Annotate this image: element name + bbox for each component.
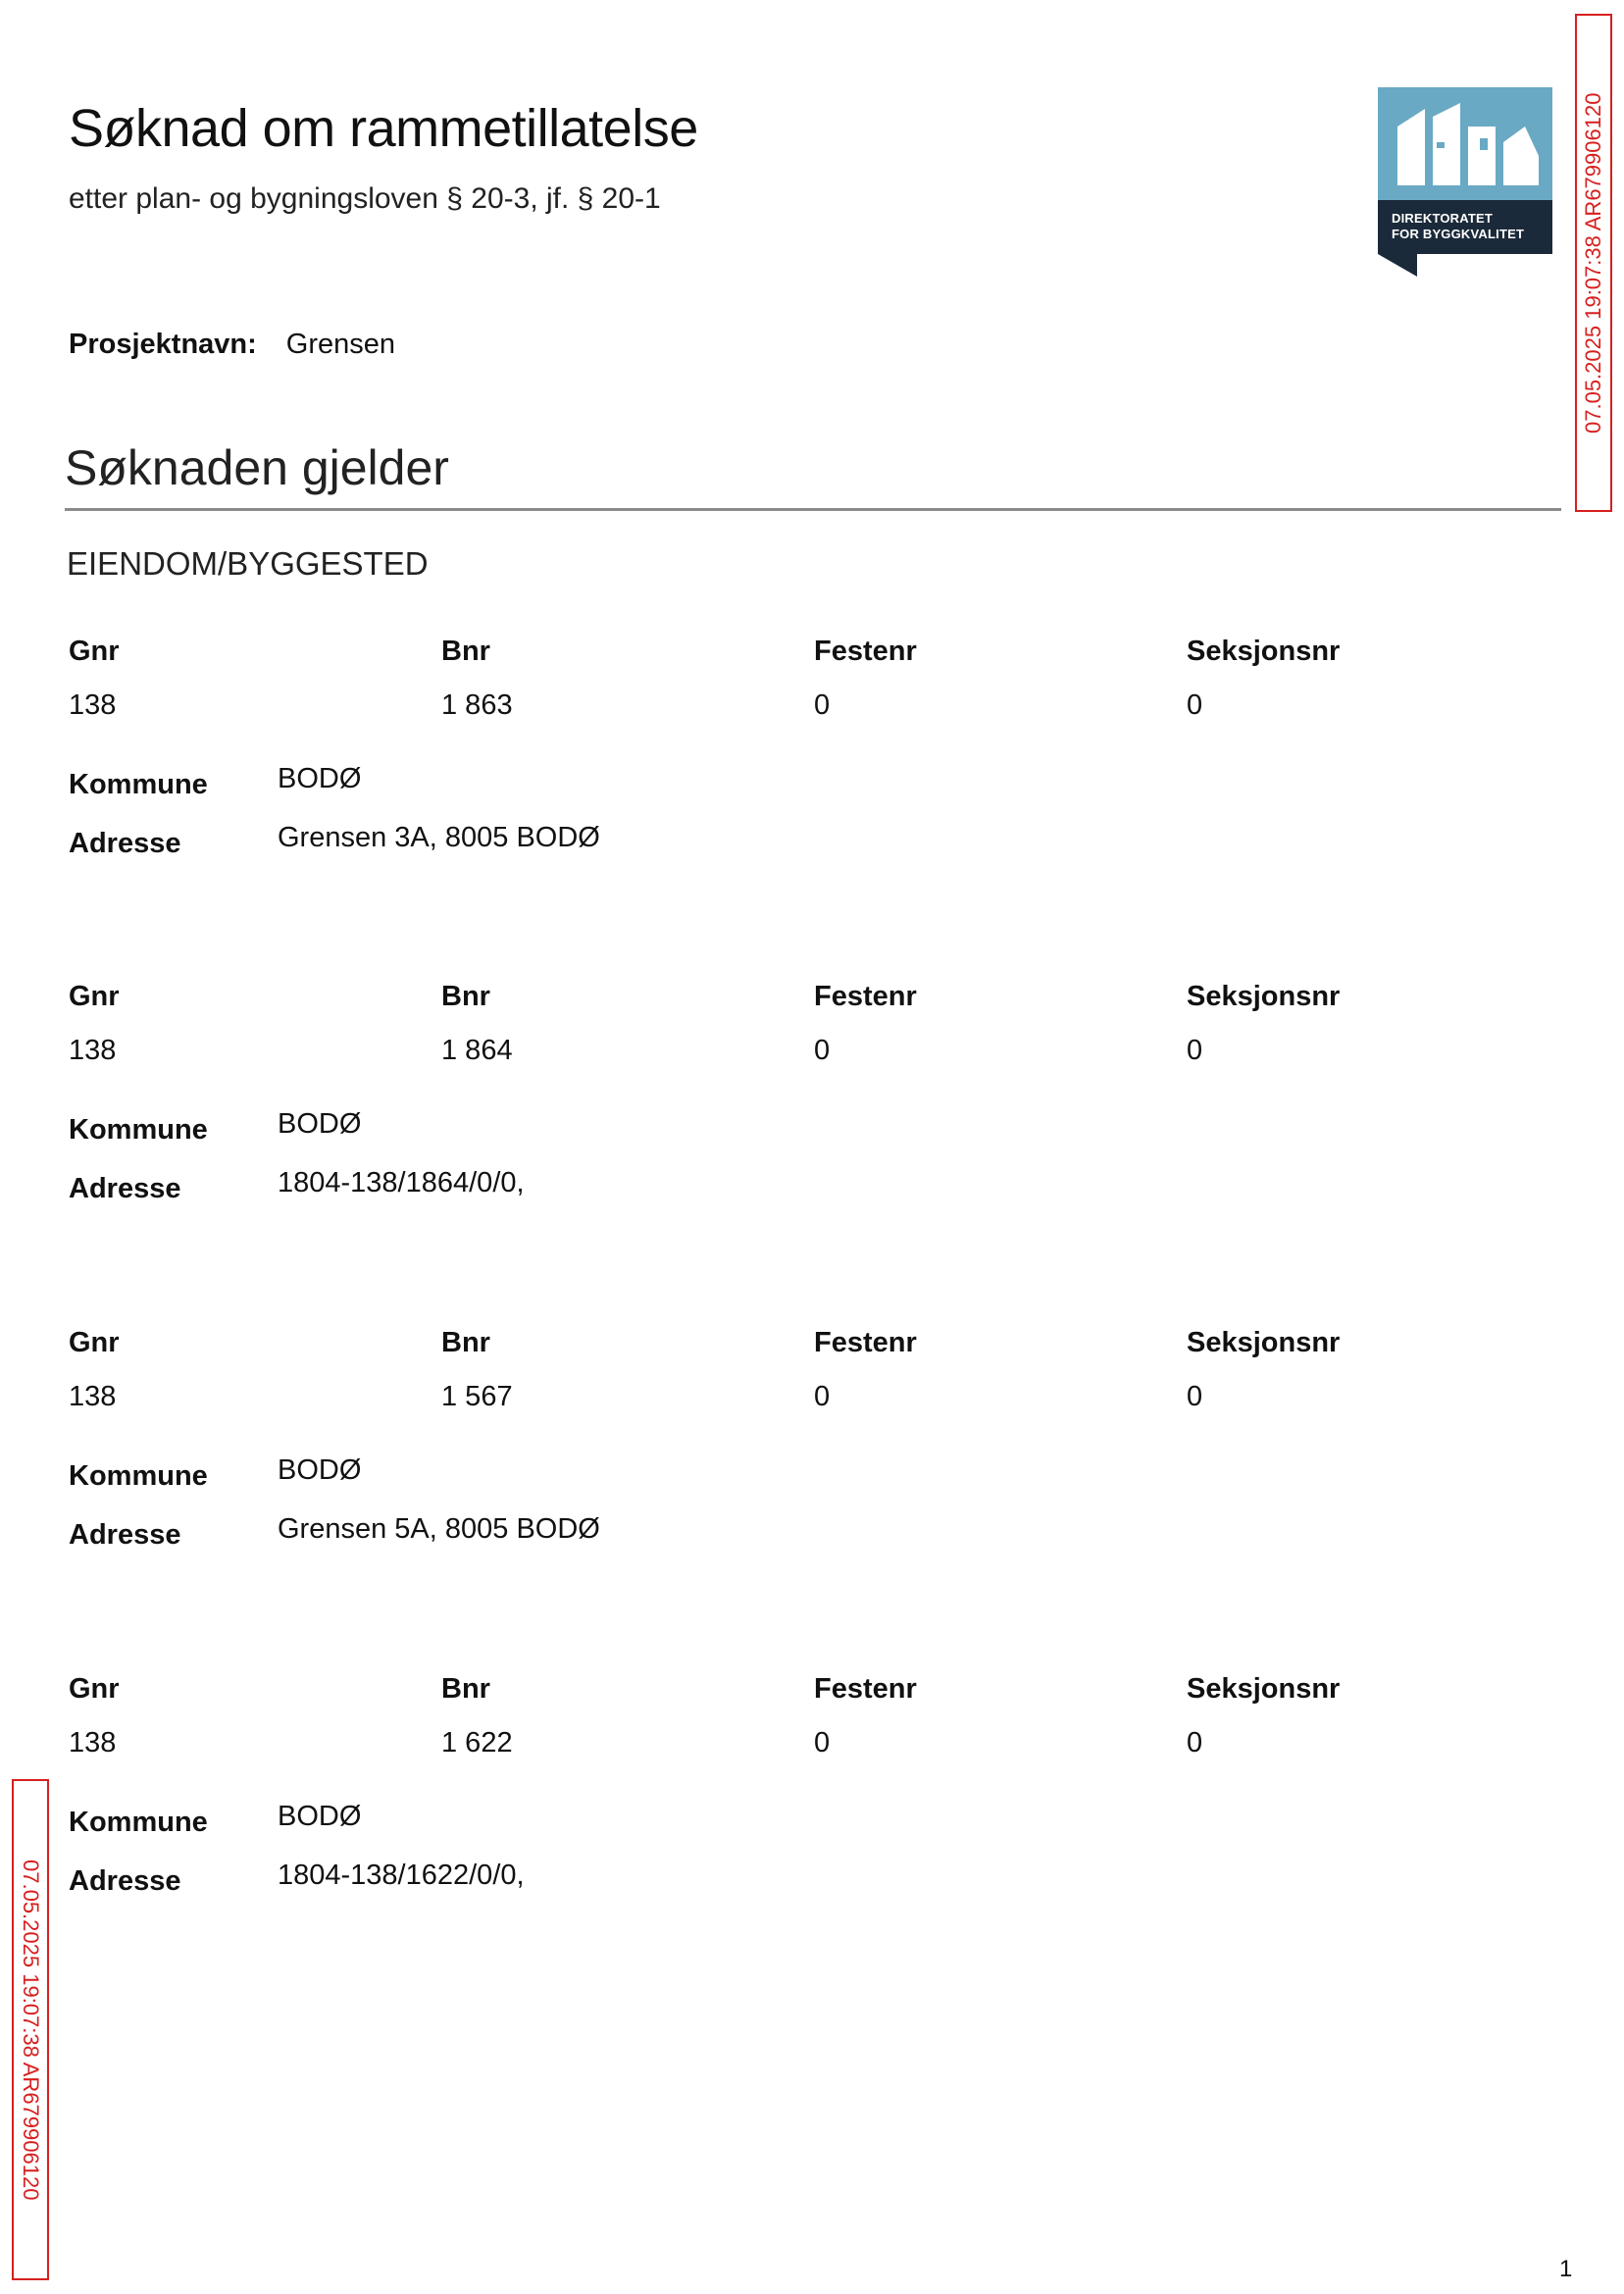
seksjonsnr-value: 0: [1187, 689, 1203, 721]
gnr-value: 138: [69, 1727, 117, 1759]
gnr-header: Gnr: [69, 1327, 120, 1358]
adresse-value: 1804-138/1864/0/0,: [278, 1167, 525, 1198]
kommune-label: Kommune: [69, 1807, 208, 1838]
page-number: 1: [1559, 2256, 1573, 2282]
gnr-header: Gnr: [69, 981, 120, 1012]
festenr-value: 0: [814, 1381, 831, 1412]
seksjonsnr-header: Seksjonsnr: [1187, 1327, 1341, 1358]
adresse-value: Grensen 3A, 8005 BODØ: [278, 822, 600, 853]
gnr-value: 138: [69, 689, 117, 721]
kommune-label: Kommune: [69, 1460, 208, 1492]
gnr-value: 138: [69, 1381, 117, 1412]
bnr-header: Bnr: [441, 636, 490, 667]
section-heading: Søknaden gjelder: [65, 440, 449, 495]
bnr-value: 1 864: [441, 1035, 513, 1066]
festenr-value: 0: [814, 689, 831, 721]
property-block: [69, 1327, 1540, 1582]
festenr-header: Festenr: [814, 1673, 917, 1705]
bnr-value: 1 622: [441, 1727, 513, 1759]
document-title: Søknad om rammetillatelse: [69, 99, 698, 158]
seksjonsnr-header: Seksjonsnr: [1187, 1673, 1341, 1705]
adresse-value: Grensen 5A, 8005 BODØ: [278, 1513, 600, 1545]
adresse-value: 1804-138/1622/0/0,: [278, 1860, 525, 1891]
kommune-value: BODØ: [278, 1454, 362, 1486]
project-name-row: [69, 329, 395, 361]
bnr-header: Bnr: [441, 1673, 490, 1705]
kommune-label: Kommune: [69, 1114, 208, 1146]
property-block: [69, 981, 1540, 1236]
subsection-heading: EIENDOM/BYGGESTED: [67, 545, 429, 582]
document-subtitle: etter plan- og bygningsloven § 20-3, jf. § 20-1: [69, 182, 661, 215]
bnr-header: Bnr: [441, 1327, 490, 1358]
property-block: [69, 1673, 1540, 1928]
adresse-label: Adresse: [69, 828, 181, 859]
festenr-header: Festenr: [814, 636, 917, 667]
logo-text: DIREKTORATET FOR BYGGKVALITET: [1392, 211, 1525, 241]
festenr-header: Festenr: [814, 981, 917, 1012]
seksjonsnr-header: Seksjonsnr: [1187, 636, 1341, 667]
bnr-header: Bnr: [441, 981, 490, 1012]
seksjonsnr-value: 0: [1187, 1727, 1203, 1759]
festenr-value: 0: [814, 1035, 831, 1066]
bnr-value: 1 863: [441, 689, 513, 721]
dibk-buildings-logo-icon: [1378, 87, 1552, 277]
kommune-value: BODØ: [278, 1108, 362, 1140]
project-name-value: Grensen: [285, 329, 396, 360]
kommune-value: BODØ: [278, 763, 362, 794]
kommune-label: Kommune: [69, 769, 208, 800]
adresse-label: Adresse: [69, 1173, 181, 1204]
gnr-header: Gnr: [69, 636, 120, 667]
adresse-label: Adresse: [69, 1519, 181, 1551]
project-name-label: Prosjektnavn:: [69, 329, 257, 360]
gnr-value: 138: [69, 1035, 117, 1066]
gnr-header: Gnr: [69, 1673, 120, 1705]
festenr-value: 0: [814, 1727, 831, 1759]
kommune-value: BODØ: [278, 1801, 362, 1832]
section-divider: [65, 508, 1561, 511]
festenr-header: Festenr: [814, 1327, 917, 1358]
seksjonsnr-value: 0: [1187, 1035, 1203, 1066]
seksjonsnr-value: 0: [1187, 1381, 1203, 1412]
seksjonsnr-header: Seksjonsnr: [1187, 981, 1341, 1012]
adresse-label: Adresse: [69, 1865, 181, 1897]
property-block: [69, 636, 1540, 891]
archive-stamp: 07.05.2025 19:07:38 AR679906120: [12, 1779, 49, 2280]
archive-stamp: 07.05.2025 19:07:38 AR679906120: [1575, 14, 1612, 512]
bnr-value: 1 567: [441, 1381, 513, 1412]
dibk-logo: [1378, 87, 1552, 277]
